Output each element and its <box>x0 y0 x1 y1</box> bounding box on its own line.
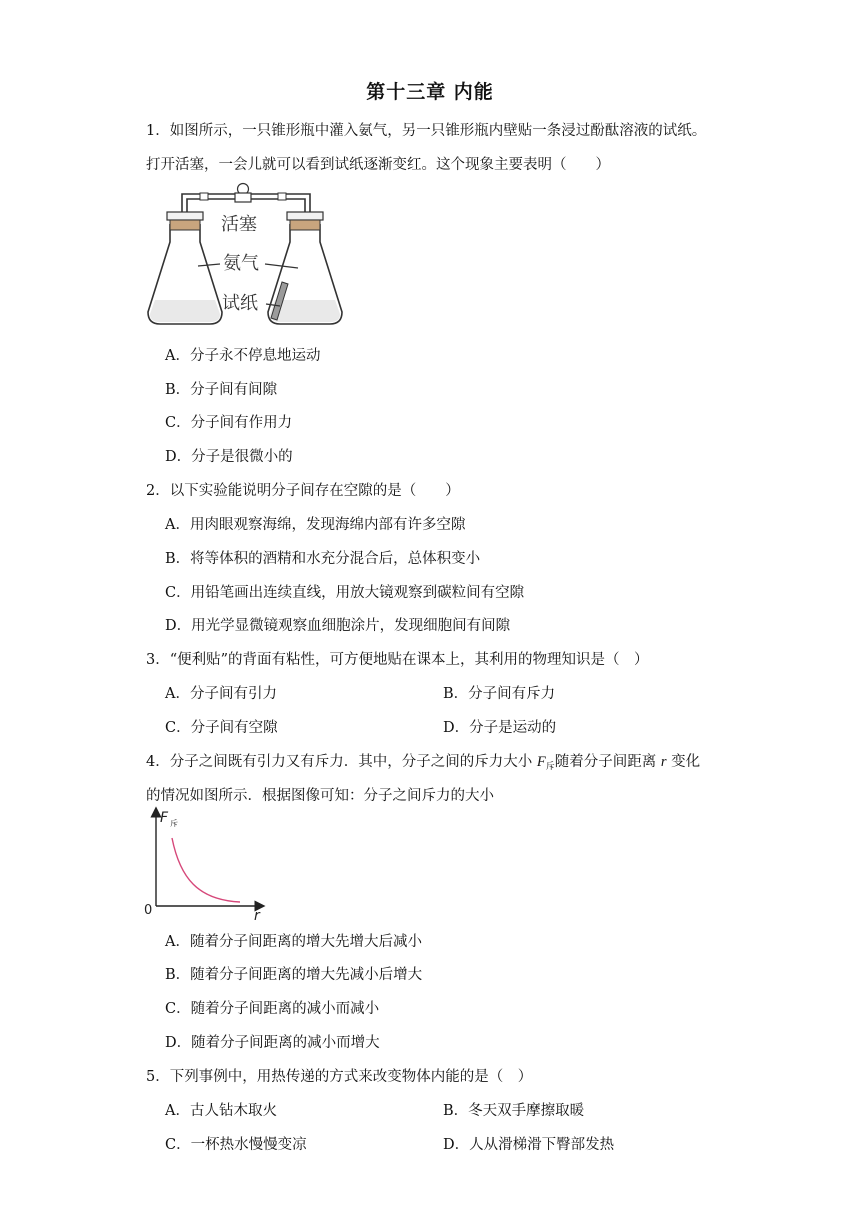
q3-option-d[interactable]: D．分子是运动的 <box>443 720 557 736</box>
graph-x-label: r <box>254 908 260 924</box>
q1-stem-line1: 1．如图所示，一只锥形瓶中灌入氨气，另一只锥形瓶内壁贴一条浸过酚酞溶液的试纸。 <box>146 123 707 139</box>
q4-stem-part-c: 变化 <box>666 754 701 770</box>
graph-y-label-subscript: 斥 <box>170 819 178 828</box>
q4-stem-part-b: 随着分子间距离 <box>554 754 661 770</box>
q5-option-b[interactable]: B．冬天双手摩擦取暖 <box>443 1103 585 1119</box>
repulsion-force-curve <box>172 838 240 902</box>
q4-symbol-r: r <box>660 754 667 770</box>
ammonia-label: 氨气 <box>223 253 259 274</box>
q2-option-d[interactable]: D．用光学显微镜观察血细胞涂片，发现细胞间有间隙 <box>165 618 511 634</box>
q5-option-d[interactable]: D．人从滑梯滑下臀部发热 <box>443 1137 615 1153</box>
repulsion-force-graph <box>140 806 270 924</box>
q1-option-a[interactable]: A．分子永不停息地运动 <box>165 348 321 364</box>
chapter-title: 第十三章 内能 <box>366 81 494 103</box>
flask-experiment-figure <box>140 182 346 330</box>
q4-stem-part-a: 4．分子之间既有引力又有斥力．其中，分子之间的斥力大小 <box>146 754 537 770</box>
q4-stem-line1 <box>146 750 700 772</box>
q1-option-d[interactable]: D．分子是很微小的 <box>165 449 293 465</box>
graph-origin-label: 0 <box>144 903 153 918</box>
q4-stem-line2: 的情况如图所示．根据图像可知：分子之间斥力的大小 <box>146 788 494 804</box>
q2-option-b[interactable]: B．将等体积的酒精和水充分混合后，总体积变小 <box>165 551 481 567</box>
q4-option-d[interactable]: D．随着分子间距离的减小而增大 <box>165 1035 380 1051</box>
q2-stem: 2．以下实验能说明分子间存在空隙的是（ ） <box>146 483 460 499</box>
q4-option-c[interactable]: C．随着分子间距离的减小而减小 <box>165 1001 380 1017</box>
q4-symbol-f-subscript: 斥 <box>545 762 555 772</box>
q3-option-a[interactable]: A．分子间有引力 <box>165 686 277 702</box>
q1-option-c[interactable]: C．分子间有作用力 <box>165 415 293 431</box>
q3-option-c[interactable]: C．分子间有空隙 <box>165 720 278 736</box>
q3-option-b[interactable]: B．分子间有斥力 <box>443 686 556 702</box>
valve-label: 活塞 <box>221 214 257 235</box>
q1-stem-line2: 打开活塞，一会儿就可以看到试纸逐渐变红。这个现象主要表明（ ） <box>146 157 610 173</box>
q1-option-b[interactable]: B．分子间有间隙 <box>165 382 278 398</box>
q2-option-a[interactable]: A．用肉眼观察海绵，发现海绵内部有许多空隙 <box>165 517 466 533</box>
graph-y-label: F <box>160 810 169 826</box>
q4-option-b[interactable]: B．随着分子间距离的增大先减小后增大 <box>165 967 423 983</box>
q4-option-a[interactable]: A．随着分子间距离的增大先增大后减小 <box>165 934 422 950</box>
q5-option-c[interactable]: C．一杯热水慢慢变凉 <box>165 1137 307 1153</box>
q4-symbol-f: F <box>536 754 546 770</box>
q2-option-c[interactable]: C．用铅笔画出连续直线，用放大镜观察到碳粒间有空隙 <box>165 585 525 601</box>
q5-option-a[interactable]: A．古人钻木取火 <box>165 1103 277 1119</box>
q3-stem: 3．“便利贴”的背面有粘性，可方便地贴在课本上，其利用的物理知识是（ ） <box>146 652 649 668</box>
test-paper-label: 试纸 <box>222 293 258 314</box>
q5-stem: 5．下列事例中，用热传递的方式来改变物体内能的是（ ） <box>146 1069 533 1085</box>
